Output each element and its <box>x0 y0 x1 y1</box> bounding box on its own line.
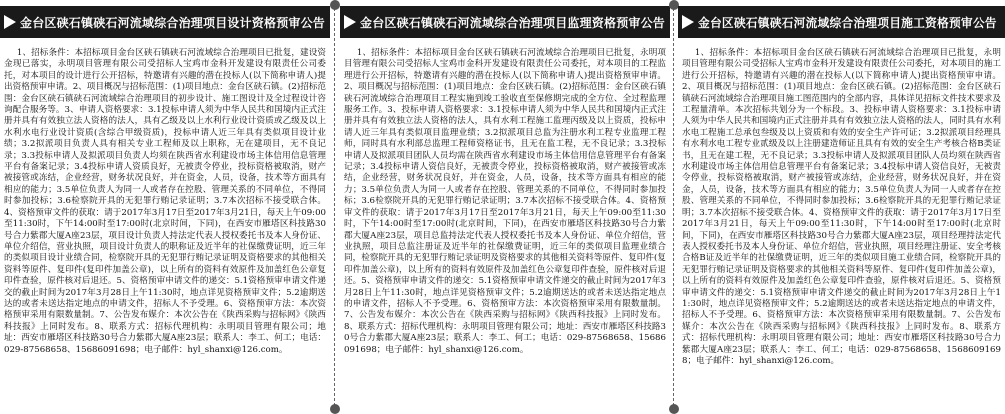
notice-design <box>0 0 330 414</box>
column-divider <box>673 8 674 406</box>
column-divider <box>334 8 335 406</box>
notice-construction <box>678 0 1005 414</box>
banner-triangle-icon <box>682 15 694 29</box>
notice-supervision-title: 金台区硖石镇硖石河流域综合治理项目监理资格预审公告 <box>360 15 666 30</box>
notice-construction-title: 金台区硖石镇硖石河流域综合治理项目施工资格预审公告 <box>698 15 997 30</box>
notice-construction-body: 1、招标条件：本招标项目金台区硖石镇硖石河流域综合治理项目已批复，永明项目管理有限公司受招标人宝鸡市金科开发建设有限责任公司委托，对本项目的施工进行公开招标，特邀请有兴趣的潜在投标人(以下简称申请人)提出资格预审申请。2、项目概况与招标范围：(1)项目地点：金台区硖石镇。(2)招标范围：金台区硖石镇硖石河流域综合治理项目施工图范围内的全部内容，具体详见招标文件技术要求及工程量清单。本次招标共划分为一个标段。3、投标申请人资格要求：3.1投标申请人须为中华人民共和国境内正式注册并具有有效独立法人资格的法人，同时具有水利水电工程施工总承包叁级及以上资质和有效的安全生产许可证；3.2拟派项目经理具有水利水电工程专业贰级及以上注册建造师证且具有有效的安全生产考核合格B类证书，且无在建工程，无不良记录；3.3投标申请人及拟派项目团队人员均须在陕西省水利建设市场主体信用信息管理平台有备案记录；3.4投标申请人资信良好，无被责令停业，投标资格被取消，财产被接管或冻结，企业经营，财务状况良好，并在资金，人员，设备，技术等方面具有相应的能力；3.5单位负责人为同一人或者存在控股、管理关系的不同单位，不得同时参加投标；3.6检察院开具的无犯罪行贿记录证明；3.7本次招标不接受联合体。4、资格预审文件的获取：请于2017年3月17日至2017年3月21日，每天上午09:00至11:30时，下午14:00时至17:00时(北京时间，下同)，在西安市雁塔区科技路30号合力紫郡大厦A座23层，项目经理持法定代表人授权委托书及本人身份证、单位介绍信，营业执照，项目经理注册证、安全考核合格B证及近半年的社保缴费证明，近三年的类似项目施工业绩合同，检察院开具的无犯罪行贿记录证明及资格要求的其他相关资料等原件、复印件(复印件加盖公章)，以上所有的资料有效原件及加盖红色公章复印件查验，原件核对后退还。5、资格预审申请文件的递交：5.1资格预审申请文件递交的截止时间为2017年3月28日上午11:30时，地点详见资格预审文件；5.2逾期送达的或者未送达指定地点的申请文件，招标人不予受理。6、资格预审方法：本次资格预审采用有限数量制。7、公告发布媒介：本次公告在《陕西采购与招标网》《陕西科技报》上同时发布。8、联系方式：招标代理机构：永明项目管理有限公司；地址：西安市雁塔区科技路30号合力紫郡大厦A座23层；联系人：李工、何工；电话：029-87568658、15686091698；电子邮件：hyl_shanxi@126.com。 <box>682 48 1001 366</box>
notice-design-title: 金台区硖石镇硖石河流域综合治理项目设计资格预审公告 <box>20 15 326 30</box>
notice-supervision <box>340 0 670 414</box>
banner-triangle-icon <box>344 15 356 29</box>
notice-design-banner <box>0 6 330 38</box>
notice-supervision-body: 1、招标条件：本招标项目金台区硖石镇硖石河流域综合治理项目已批复，永明项目管理有限公司受招标人宝鸡市金科开发建设有限责任公司委托，对本项目的工程监理进行公开招标，特邀请有兴趣的潜在投标人(以下简称申请人)提出资格预审申请。2、项目概况与招标范围：(1)项目地点：金台区硖石镇。(2)招标范围：金台区硖石镇硖石河流域综合治理项目工程实施到竣工验收直至保修期完成的全方位、全过程监理服务工作。3、投标申请人资格要求：3.1投标申请人须为中华人民共和国境内正式注册并具有有效独立法人资格的法人，具有水利工程施工监理丙级及以上资质，投标申请人近三年具有类似项目监理业绩；3.2拟派项目总监为注册水利工程专业监理工程师，同时具有水利部总监理工程师资格证书，且无在监工程，无不良记录；3.3投标申请人及拟派项目团队人员均需在陕西省水利建设市场主体信用信息管理平台有备案记录；3.4投标申请人资信良好，无被责令停业，投标资格被取消，财产被接管或冻结，企业经营，财务状况良好，并在资金，人员，设备，技术等方面具有相应的能力；3.5单位负责人为同一人或者存在控股、管理关系的不同单位，不得同时参加投标；3.6检察院开具的无犯罪行贿记录证明；3.7本次招标不接受联合体。4、资格预审文件的获取：请于2017年3月17日至2017年3月21日，每天上午09:00至11:30时，下午14:00时至17:00时(北京时间，下同)，在西安市雁塔区科技路30号合力紫郡大厦A座23层，项目总监持法定代表人授权委托书及本人身份证、单位介绍信，营业执照，项目总监注册证及近半年的社保缴费证明，近三年的类似项目监理业绩合同，检察院开具的无犯罪行贿记录证明及资格要求的其他相关资料等原件、复印件(复印件加盖公章)，以上所有的资料有效原件及加盖红色公章复印件查验，原件核对后退还。5、资格预审申请文件的递交：5.1资格预审申请文件递交的截止时间为2017年3月28日上午11:30时，地点详见资格预审文件；5.2逾期送达的或者未送达指定地点的申请文件，招标人不予受理。6、资格预审方法：本次资格预审采用有限数量制。7、公告发布媒介：本次公告在《陕西采购与招标网》《陕西科技报》上同时发布。8、联系方式：招标代理机构：永明项目管理有限公司；地址：西安市雁塔区科技路30号合力紫郡大厦A座23层；联系人：李工、何工；电话：029-87568658、15686091698；电子邮件：hyl_shanxi@126.com。 <box>344 48 667 355</box>
banner-triangle-icon <box>4 15 16 29</box>
notice-design-body: 1、招标条件：本招标项目金台区硖石镇硖石河流域综合治理项目已批复，建设资金现已落实，永明项目管理有限公司受招标人宝鸡市金科开发建设有限责任公司委托，对本项目的设计进行公开招标，特邀请有兴趣的潜在投标人(以下简称申请人)提出资格预审申请。2、项目概况与招标范围：(1)项目地点：金台区硖石镇。(2)招标范围：金台区硖石镇硖石河流域综合治理项目的初步设计、施工图设计及全过程设计咨询配合服务等。3、申请人资格要求：3.1投标申请人须为中华人民共和国境内正式注册并具有有效独立法人资格的法人，具有乙级及以上水利行业设计资质或乙级及以上水利水电行业设计资质(含综合甲级资质)，投标申请人近三年具有类似项目设计业绩；3.2拟派项目负责人具有相关专业工程师及以上职称，无在建项目，无不良记录；3.3投标申请人及拟派项目负责人均须在陕西省水利建设市场主体信用信息管理平台有备案记录；3.4投标申请人资质良好，无被责令停业，投标资格被取消，财产被接管或冻结，企业经营，财务状况良好，并在资金，人员，设备，技术等方面具有相应的能力；3.5单位负责人为同一人或者存在控股、管理关系的不同单位，不得同时参加投标；3.6检察院开具的无犯罪行贿记录证明；3.7本次招标不接受联合体。4、资格预审文件的获取：请于2017年3月17日至2017年3月21日，每天上午09:00至11:30时，下午14:00时至17:00时(北京时间，下同)，在西安市雁塔区科技路30号合力紫郡大厦A座23层，项目设计负责人持法定代表人授权委托书及本人身份证、单位介绍信，营业执照，项目设计负责人的职称证及近半年的社保缴费证明，近三年的类似项目设计业绩合同，检察院开具的无犯罪行贿记录证明及资格要求的其他相关资料等原件、复印件(复印件加盖公章)，以上所有的资料有效原件及加盖红色公章复印件查验，原件核对后退还。5、资格预审申请文件的递交：5.1资格预审申请文件递交的截止时间为2017年3月28日上午11:30时，地点详见资格预审文件；5.2逾期送达的或者未送达指定地点的申请文件，招标人不予受理。6、资格预审方法：本次资格预审采用有限数量制。7、公告发布媒介：本次公告在《陕西采购与招标网》《陕西科技报》上同时发布。8、联系方式：招标代理机构：永明项目管理有限公司；地址：西安市雁塔区科技路30号合力紫郡大厦A座23层；联系人：李工、何工；电话：029-87568658、15686091698；电子邮件：hyl_shanxi@126.com。 <box>4 48 327 355</box>
notice-supervision-banner <box>340 6 670 38</box>
notice-construction-banner <box>678 6 1005 38</box>
